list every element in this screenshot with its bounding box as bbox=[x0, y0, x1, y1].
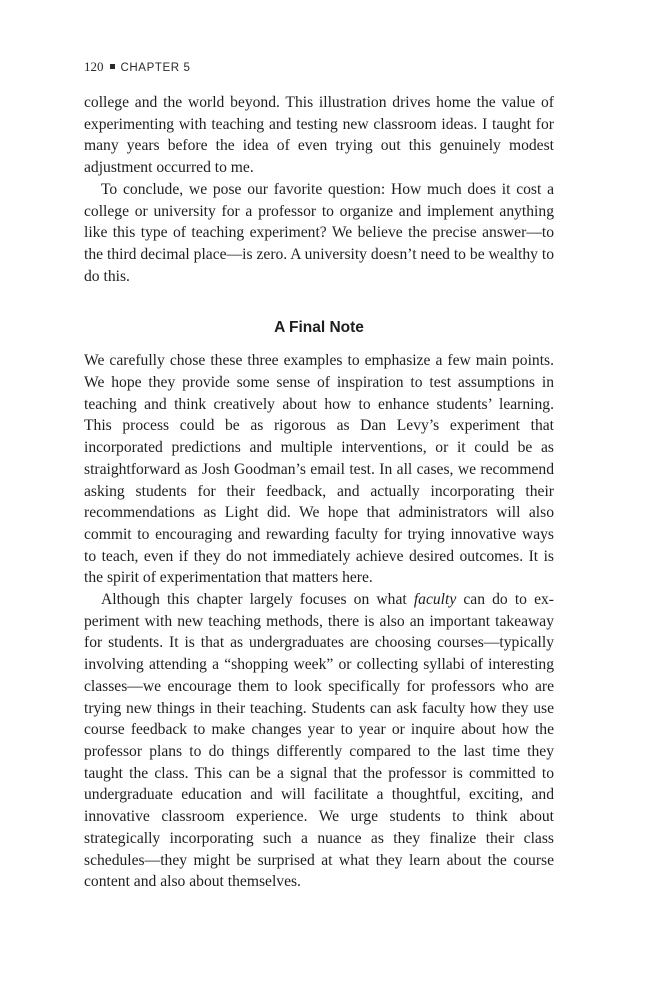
page-number: 120 bbox=[84, 59, 104, 74]
running-head bbox=[84, 58, 554, 76]
paragraph-conclusion: To conclude, we pose our favorite question: How much does it cost a college or university for a professor to organize and implement anything like this type of teaching experiment? We believe the precise answer—to the third decimal place—is zero. A university doesn’t need to be wealthy to do this. bbox=[84, 180, 554, 285]
paragraph-students bbox=[84, 589, 554, 893]
paragraph-students-rest: can do to experiment with new teaching methods, there is also an important takeaway for students. It is that as undergraduates are choosing courses—typically involving attending a “shopping week” or collecting syllabi of interesting classes—we encourage them to look specifically for professors who are trying new things in their teaching. Students can ask faculty how they use course feedback to make changes year to year or inquire about how the professor plans to do things differently compared to the last time they taught the class. This can be a signal that the professor is committed to undergraduate education and will facilitate a thoughtful, exciting, and innovative classroom experience. We urge students to think about strategically incorporating such a nuance as they finalize their class schedules—they might be surprised at what they learn about the course content and also about themselves. bbox=[84, 591, 554, 891]
bullet-separator-icon bbox=[110, 64, 115, 69]
chapter-label: CHAPTER 5 bbox=[120, 62, 191, 74]
paragraph-final-note: We carefully chose these three examples to emphasize a few main points. We hope they provide some sense of inspiration to test assumptions in teaching and think creatively about how to enhance students’ learning. This process could be as rigorous as Dan Levy’s experiment that incorporated predictions and multiple interventions, or it could be as straightforward as Josh Goodman’s email test. In all cases, we recommend asking students for their feedback, and actually incorporating their recommendations as Light did. We hope that administrators will also commit to encouraging and rewarding faculty for trying innovative ways to teach, even if they do not immediately achieve desired outcomes. It is the spirit of experimentation that matters here. bbox=[84, 352, 554, 587]
book-page bbox=[84, 58, 554, 893]
paragraph-students-start: Although this chapter largely focuses on what bbox=[101, 591, 414, 609]
paragraph-continued: college and the world beyond. This illustration drives home the value of experimenting with teaching and testing new classroom ideas. I taught for many years before the idea of even trying out this genuinely modest adjustment occurred to me. bbox=[84, 94, 554, 177]
section-heading: A Final Note bbox=[274, 319, 364, 337]
italic-faculty: faculty bbox=[413, 591, 457, 609]
